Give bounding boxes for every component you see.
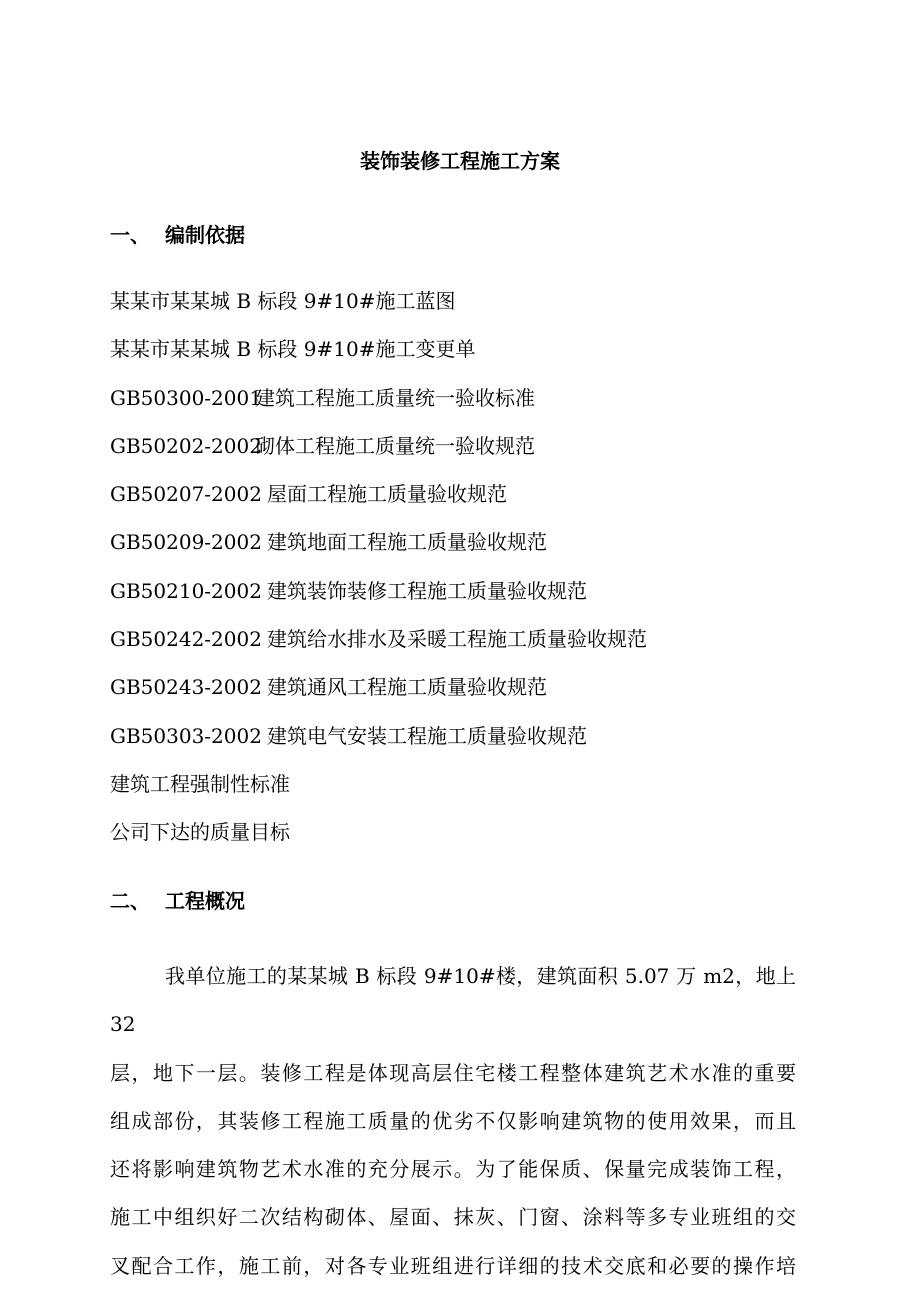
section-heading-basis bbox=[110, 220, 245, 250]
reference-text: 建筑给水排水及采暖工程施工质量验收规范 bbox=[267, 627, 647, 652]
reference-text: 建筑工程强制性标准 bbox=[110, 771, 290, 796]
section-number: 二、 bbox=[110, 889, 150, 913]
standard-code: GB50210-2002 bbox=[110, 578, 262, 603]
reference-text: 某某市某某城 B 标段 9#10#施工蓝图 bbox=[110, 289, 456, 313]
reference-text: 建筑电气安装工程施工质量验收规范 bbox=[267, 723, 587, 748]
standard-code: GB50202-2002 bbox=[110, 433, 262, 458]
paragraph-line: 叉配合工作，施工前，对各专业班组进行详细的技术交底和必要的操作培 bbox=[110, 1253, 796, 1278]
list-item bbox=[110, 815, 647, 863]
standard-code: GB50207-2002 bbox=[110, 482, 262, 507]
list-item bbox=[110, 477, 647, 525]
standard-code: GB50300-2001 bbox=[110, 385, 262, 410]
reference-text: 建筑通风工程施工质量验收规范 bbox=[267, 675, 547, 700]
section-heading-overview bbox=[110, 886, 245, 916]
section-title: 工程概况 bbox=[165, 889, 245, 913]
reference-text: 某某市某某城 B 标段 9#10#施工变更单 bbox=[110, 337, 476, 362]
reference-text: 建筑装饰装修工程施工质量验收规范 bbox=[267, 578, 587, 603]
reference-text: 屋面工程施工质量验收规范 bbox=[267, 482, 507, 507]
paragraph-line: 组成部份，其装修工程施工质量的优劣不仅影响建筑物的使用效果，而且 bbox=[110, 1108, 796, 1133]
section-title: 编制依据 bbox=[165, 223, 245, 247]
list-item bbox=[110, 622, 647, 670]
list-item bbox=[110, 332, 647, 380]
paragraph-line: 我单位施工的某某城 B 标段 9#10#楼，建筑面积 5.07 万 m2，地上 32 bbox=[110, 964, 796, 1037]
standard-code: GB50303-2002 bbox=[110, 723, 262, 748]
section-number: 一、 bbox=[110, 223, 150, 247]
reference-text: 建筑地面工程施工质量验收规范 bbox=[267, 530, 547, 555]
overview-paragraph bbox=[110, 952, 796, 1290]
reference-text: 建筑工程施工质量统一验收标准 bbox=[255, 385, 535, 410]
paragraph-line: 层，地下一层。装修工程是体现高层住宅楼工程整体建筑艺术水准的重要 bbox=[110, 1060, 796, 1085]
list-item bbox=[110, 284, 647, 332]
document-title: 装饰装修工程施工方案 bbox=[360, 149, 560, 173]
list-item bbox=[110, 525, 647, 573]
list-item bbox=[110, 767, 647, 815]
list-item bbox=[110, 574, 647, 622]
paragraph-line: 还将影响建筑物艺术水准的充分展示。为了能保质、保量完成装饰工程， bbox=[110, 1157, 796, 1182]
standard-code: GB50243-2002 bbox=[110, 675, 262, 700]
list-item bbox=[110, 429, 647, 477]
standard-code: GB50209-2002 bbox=[110, 530, 262, 555]
reference-text: 砌体工程施工质量统一验收规范 bbox=[255, 433, 535, 458]
list-item bbox=[110, 381, 647, 429]
reference-list bbox=[110, 284, 647, 864]
list-item bbox=[110, 670, 647, 718]
standard-code: GB50242-2002 bbox=[110, 627, 262, 652]
reference-text: 公司下达的质量目标 bbox=[110, 820, 290, 845]
list-item bbox=[110, 719, 647, 767]
paragraph-line: 施工中组织好二次结构砌体、屋面、抹灰、门窗、涂料等多专业班组的交 bbox=[110, 1205, 796, 1230]
